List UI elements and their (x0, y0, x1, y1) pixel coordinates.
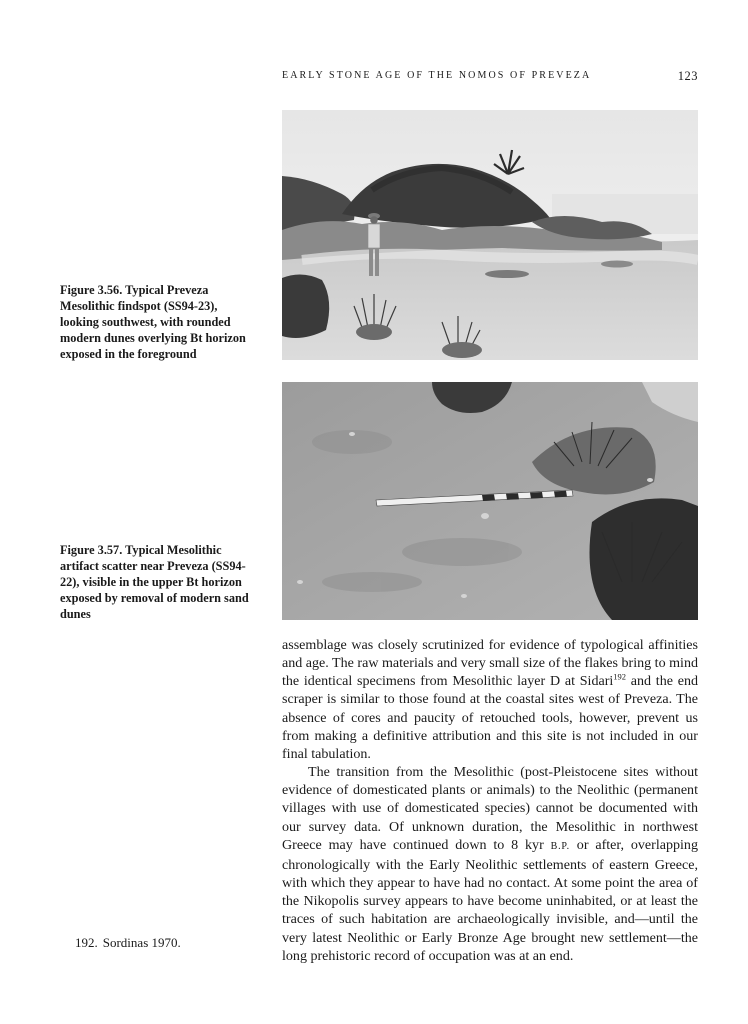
page-number: 123 (677, 69, 698, 83)
artifact-scatter-image (282, 382, 698, 620)
body-text (282, 636, 698, 965)
footnote-ref-192: 192 (613, 671, 627, 682)
paragraph-1: assemblage was closely scrutinized for evidence of typological affinities and age. The raw materials and very small size of the flakes bring to mind the identical specimens from Mesolithic layer D at Sidari$^{192}$ and the end scraper is similar to those found at the coastal sites west of Preveza. The absence of cores and paucity of retouched tools, however, prevent us from making a definitive attribution and this site is not included in our final tabulation. (282, 637, 698, 762)
figure-3-56-photo (282, 110, 698, 360)
figure-3-56-caption: Figure 3.56. Typical Preveza Mesolithic findspot (SS94-23), looking southwest, with rounded modern dunes overlying Bt horizon exposed in the foreground (60, 283, 246, 362)
running-head (282, 70, 698, 86)
paragraph-2: The transition from the Mesolithic (post-Pleistocene sites without evidence of domesticated plants or animals) to the Neolithic (permanent villages with use of domesticated species) cannot be documented with our survey data. Of unknown duration, the Mesolithic in northwest Greece may have continued down to 8 kyr B.P. or after, overlapping chronologically with the Early Neolithic settlements of eastern Greece, with which they appear to have had no contact. At some point the area of the Nikopolis survey appears to have become uninhabited, or at least the traces of such habitation are archaeologically invisible, and—until the very latest Neolithic or Early Bronze Age brought new settlement—the long prehistoric record of occupation was at an end. (282, 764, 698, 964)
footnote-number: 192. (75, 935, 98, 950)
running-title: EARLY STONE AGE OF THE NOMOS OF PREVEZA (282, 70, 592, 81)
footnote-192 (75, 935, 181, 951)
bp-abbrev: B.P. (550, 840, 570, 852)
figure-3-57-photo (282, 382, 698, 620)
figure-3-57-caption: Figure 3.57. Typical Mesolithic artifact scatter near Preveza (SS94-22), visible in the upper Bt horizon exposed by removal of modern sand dunes (60, 543, 249, 622)
dune-landscape-image (282, 110, 698, 360)
footnote-text: Sordinas 1970. (102, 935, 181, 950)
